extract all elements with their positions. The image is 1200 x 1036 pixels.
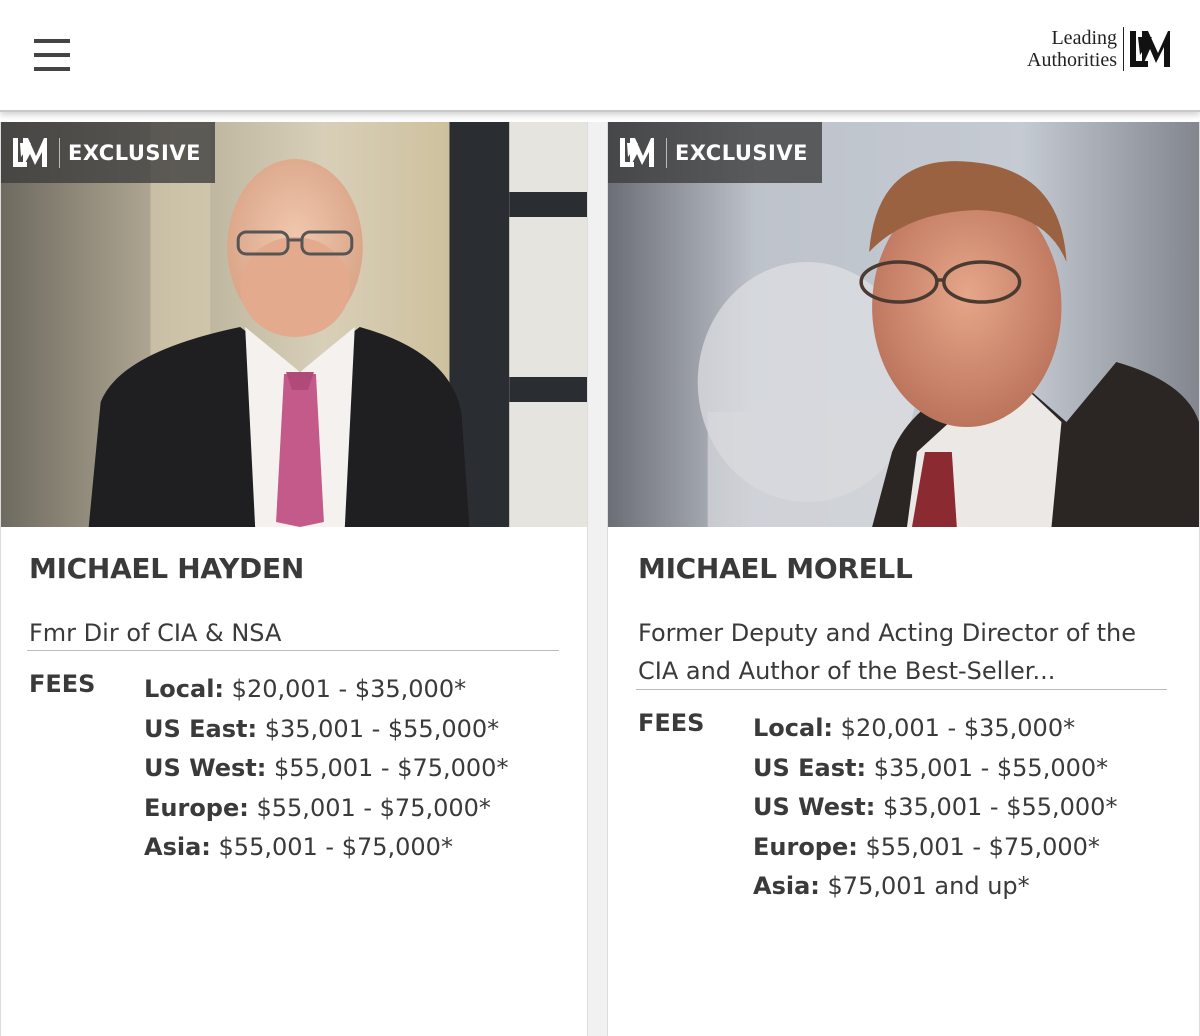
fee-region: Europe:: [753, 832, 858, 861]
fee-region: US East:: [753, 753, 867, 782]
fee-range: $20,001 - $35,000*: [840, 714, 1076, 742]
fee-region: Local:: [753, 714, 834, 742]
logo-wordmark: [1027, 27, 1124, 71]
exclusive-badge: [1, 122, 215, 183]
fee-region: US West:: [753, 793, 876, 821]
speaker-name[interactable]: MICHAEL MORELL: [638, 552, 913, 585]
exclusive-label: EXCLUSIVE: [68, 140, 201, 165]
logo-line-2: Authorities: [1027, 49, 1117, 71]
fee-range: $55,001 - $75,000*: [274, 754, 509, 782]
fees-label: FEES: [638, 709, 705, 737]
fees-label: FEES: [29, 670, 96, 698]
fee-row-local: [144, 670, 564, 710]
fee-range: $75,001 and up*: [827, 872, 1030, 900]
exclusive-label: EXCLUSIVE: [675, 140, 808, 165]
fee-range: $35,001 - $55,000*: [883, 793, 1118, 821]
speaker-title-line-2: CIA and Author of the Best-Seller...: [638, 657, 1056, 685]
fee-row-europe: [753, 828, 1173, 868]
divider: [27, 650, 559, 651]
fee-region: US West:: [144, 754, 267, 782]
fee-region: Europe:: [144, 793, 249, 822]
divider: [636, 689, 1167, 690]
la-monogram-icon: [618, 136, 656, 170]
fee-row-us-east: [144, 710, 564, 750]
hamburger-menu-icon[interactable]: [34, 38, 70, 72]
exclusive-badge: [608, 122, 822, 183]
speaker-card-morell[interactable]: [607, 122, 1200, 1036]
la-monogram-icon: [1128, 27, 1172, 71]
fee-region: Asia:: [753, 872, 820, 900]
fee-range: $55,001 - $75,000*: [865, 832, 1100, 861]
fee-list: [753, 709, 1173, 907]
speaker-name[interactable]: MICHAEL HAYDEN: [29, 552, 304, 585]
la-monogram-icon: [11, 136, 49, 170]
fee-range: $20,001 - $35,000*: [231, 675, 467, 703]
fee-row-us-west: [144, 749, 564, 789]
fee-row-asia: [753, 867, 1173, 907]
speaker-title: [638, 614, 1178, 690]
fee-list: [144, 670, 564, 868]
fee-row-local: [753, 709, 1173, 749]
speaker-card-hayden[interactable]: [0, 122, 588, 1036]
fee-range: $55,001 - $75,000*: [256, 793, 491, 822]
speaker-cards: [0, 122, 1200, 1036]
fee-region: Local:: [144, 675, 225, 703]
speaker-title-line-1: Former Deputy and Acting Director of the: [638, 619, 1136, 647]
logo-line-1: Leading: [1051, 27, 1117, 49]
fee-region: Asia:: [144, 833, 211, 861]
top-header: [0, 0, 1200, 112]
fee-row-europe: [144, 789, 564, 829]
fee-range: $55,001 - $75,000*: [218, 833, 453, 861]
fee-row-us-east: [753, 749, 1173, 789]
speaker-title: Fmr Dir of CIA & NSA: [29, 619, 282, 647]
fee-row-asia: [144, 828, 564, 868]
fee-range: $35,001 - $55,000*: [873, 753, 1109, 782]
fee-region: US East:: [144, 714, 258, 743]
leading-authorities-logo[interactable]: [1027, 26, 1172, 72]
fee-range: $35,001 - $55,000*: [264, 714, 500, 743]
fee-row-us-west: [753, 788, 1173, 828]
